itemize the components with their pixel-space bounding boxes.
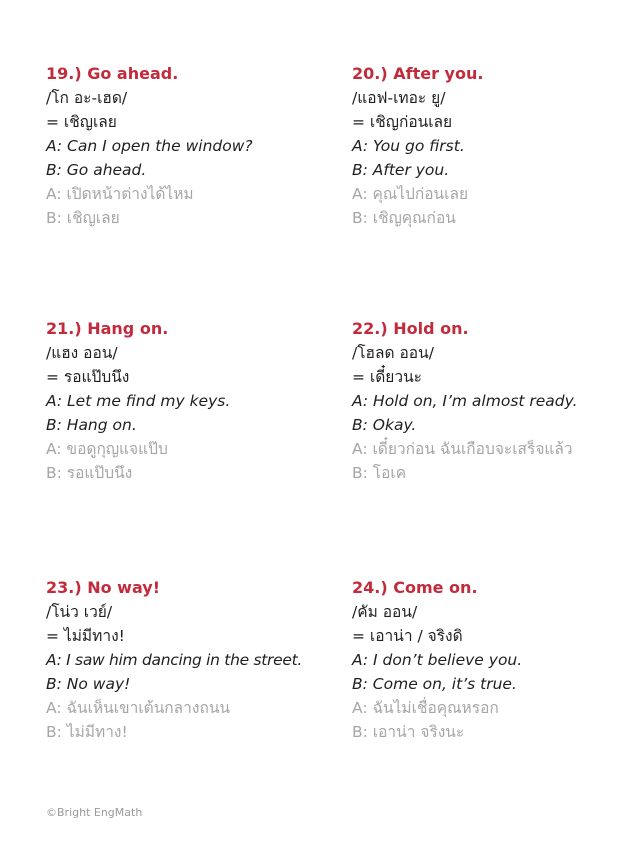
phrase-title: 24.) Come on. <box>352 578 478 597</box>
pronunciation: /คัม ออน/ <box>352 603 418 621</box>
example-a: A: Can I open the window? <box>46 137 253 155</box>
translation-a: A: เดี๋ยวก่อน ฉันเกือบจะเสร็จแล้ว <box>352 440 573 458</box>
example-b: B: Go ahead. <box>46 161 147 179</box>
translation-b: B: รอแป๊บนึง <box>46 464 133 482</box>
phrase-title: 19.) Go ahead. <box>46 64 179 83</box>
translation-a: A: ฉันเห็นเขาเต้นกลางถนน <box>46 699 231 717</box>
example-b: B: No way! <box>46 675 131 693</box>
example-b: B: Okay. <box>352 416 417 434</box>
example-b: B: Hang on. <box>46 416 137 434</box>
translation-a: A: ฉันไม่เชื่อคุณหรอก <box>352 699 499 717</box>
meaning: = เดี๋ยวนะ <box>352 368 422 386</box>
phrase-card-20 <box>352 62 640 230</box>
example-a: A: I saw him dancing in the street. <box>46 651 302 669</box>
translation-b: B: โอเค <box>352 464 407 482</box>
pronunciation: /แฮง ออน/ <box>46 344 118 362</box>
phrase-card-24 <box>352 576 640 744</box>
translation-b: B: ไม่มีทาง! <box>46 723 128 741</box>
example-a: A: Let me find my keys. <box>46 392 231 410</box>
pronunciation: /แอฟ-เทอะ ยู/ <box>352 89 446 107</box>
example-b: B: After you. <box>352 161 450 179</box>
pronunciation: /โก อะ-เฮด/ <box>46 89 128 107</box>
translation-a: A: ขอดูกุญแจแป๊บ <box>46 440 168 458</box>
meaning: = รอแป๊บนึง <box>46 368 130 386</box>
phrase-title: 20.) After you. <box>352 64 484 83</box>
phrase-title: 23.) No way! <box>46 578 160 597</box>
translation-b: B: เชิญคุณก่อน <box>352 209 456 227</box>
phrase-card-19 <box>46 62 336 230</box>
example-b: B: Come on, it’s true. <box>352 675 517 693</box>
translation-a: A: เปิดหน้าต่างได้ไหม <box>46 185 194 203</box>
pronunciation: /โฮลด ออน/ <box>352 344 434 362</box>
copyright-footer: ©Bright EngMath <box>46 806 143 819</box>
meaning: = เชิญเลย <box>46 113 117 131</box>
example-a: A: Hold on, I’m almost ready. <box>352 392 578 410</box>
translation-b: B: เอาน่า จริงนะ <box>352 723 465 741</box>
phrase-title: 22.) Hold on. <box>352 319 469 338</box>
translation-a: A: คุณไปก่อนเลย <box>352 185 469 203</box>
meaning: = เอาน่า / จริงดิ <box>352 627 463 645</box>
example-a: A: I don’t believe you. <box>352 651 523 669</box>
phrase-card-21 <box>46 317 336 485</box>
translation-b: B: เชิญเลย <box>46 209 120 227</box>
meaning: = ไม่มีทาง! <box>46 627 125 645</box>
phrase-card-23 <box>46 576 336 744</box>
example-a: A: You go first. <box>352 137 465 155</box>
phrase-title: 21.) Hang on. <box>46 319 169 338</box>
phrase-card-22 <box>352 317 640 485</box>
pronunciation: /โน่ว เวย์/ <box>46 603 113 621</box>
meaning: = เชิญก่อนเลย <box>352 113 453 131</box>
